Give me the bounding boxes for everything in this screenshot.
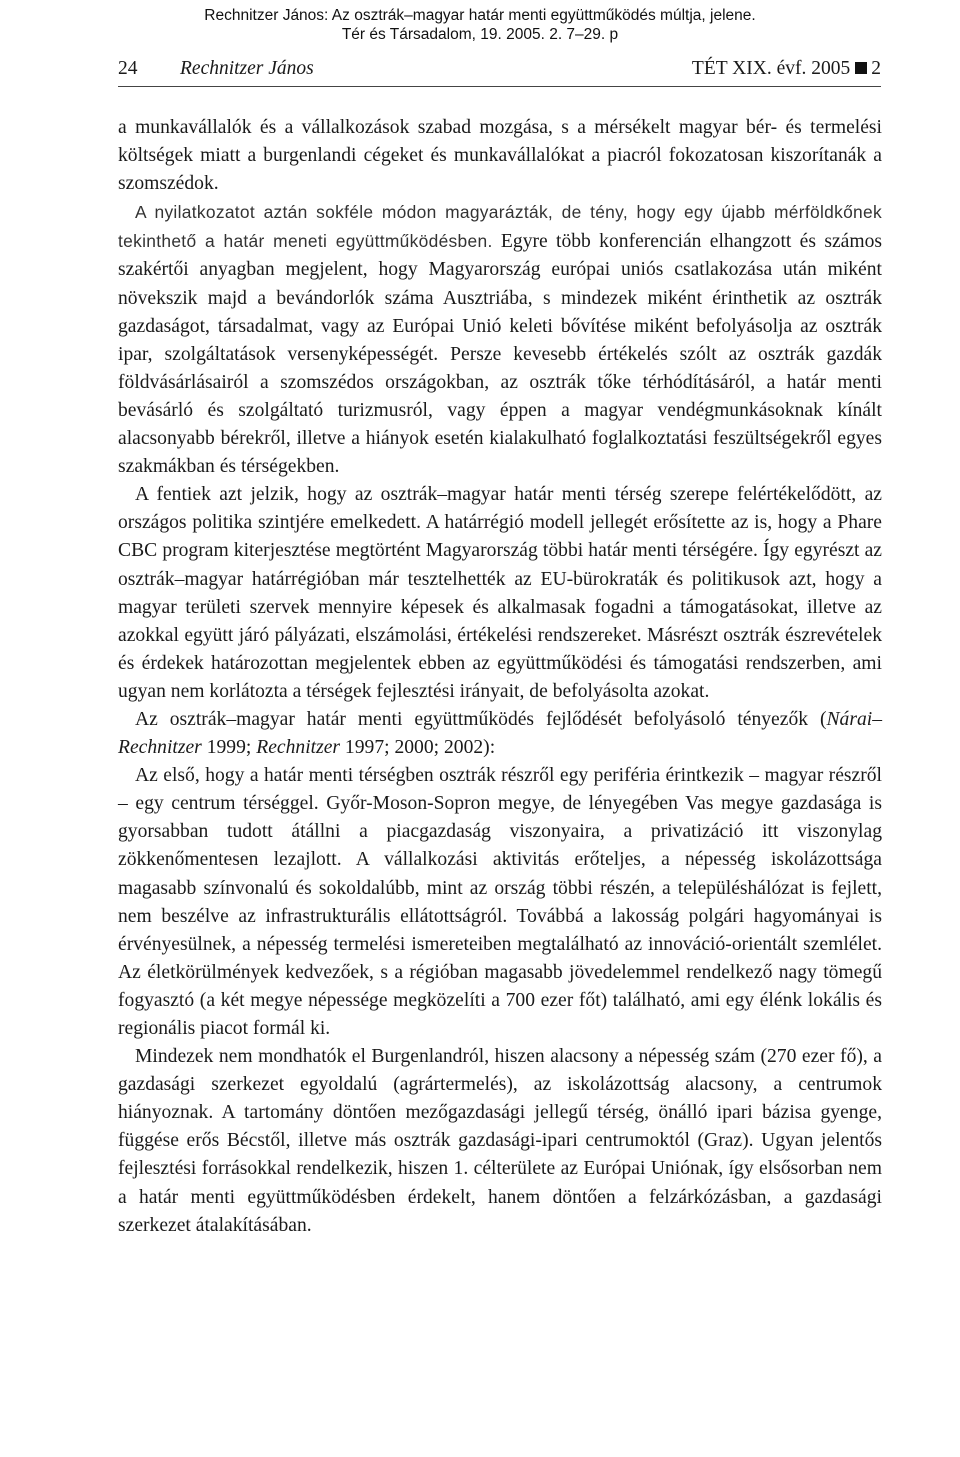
running-header xyxy=(118,56,881,87)
paragraph-4-main: Az osztrák–magyar határ menti együttműködés fejlődését befolyásoló tényezők ( xyxy=(135,708,827,730)
paragraph-4-cite-2: Rechnitzer xyxy=(256,737,341,759)
paragraph-2-body: Egyre több konferencián elhangzott és számos szakértői anyagban megjelent, hogy Magyarország európai uniós csatlakozása után miként növekszik majd a bevándorlók száma Ausztriába, s mindezek miként érinthetik az osztrák gazdaságot, társadalmat, vagy az Európai Unió keleti bővítése miként befolyásolja az osztrák ipar, szolgáltatások versenyképességét. Persze kevesebb értékelés szólt az osztrák gazdák földvásárlásairól a szomszédos országokban, az osztrák tőke térhódításáról, a határ menti bevásárló és szolgáltató turizmusról, vagy éppen a magyar vendégmunkásoknak kínált alacsonyabb bérekről, illetve a hiányok esetén kialakulható foglalkoztatási feszültségekről egyes szakmákban és térségekben. xyxy=(118,231,882,478)
paragraph-4 xyxy=(118,706,882,762)
paragraph-5: Az első, hogy a határ menti térségben osztrák részről egy periféria érintkezik – magyar részről – egy centrum térséggel. Győr-Moson-Sopron megye, de lényegében Vas megye gazdasága is gyorsabban tudott átállni a piacgazdaság viszonyaira, a privatizáció itt viszonylag zökkenőmentesen lezajlott. A vállalkozási aktivitás erőteljes, a népesség iskolázottsága magasabb színvonalú és sokoldalúbb, mint az ország többi részén, a településhálózat is fejlett, nem beszélve az infrastrukturális ellátottságról. Továbbá a lakosság polgári hagyományai is érvényesülnek, a népesség termelési ismereteiben megtalálható az innováció-orientált szemlélet. Az életkörülmények kedvezőek, s a régióban magasabb jövedelemmel rendelkező nagy tömegű fogyasztó (a két megye népessége megközelíti a 700 ezer főt) található, ami egy élénk lokális és regionális piacot formál ki. xyxy=(118,765,882,1039)
paragraph-3: A fentiek azt jelzik, hogy az osztrák–magyar határ menti térség szerepe felértékelődött, az országos politika szintjére emelkedett. A határrégió modell jellegét erősítette az is, hogy a Phare CBC program kiterjesztése megtörtént Magyarország többi határ menti térségére. Így egyrészt az osztrák–magyar határrégióban már tesztelhették az EU-bürokraták és politikusok azt, hogy a magyar területi szervek mennyire képesek és alkalmasak fogadni a támogatásokat, illetve az azokkal együtt járó pályázati, elszámolási, értékelési rendszereket. Másrészt osztrák észrevételek és érdekek határozottan megjelentek ebben az együttműködési és támogatási rendszerben, ami ugyan nem korlátozta a térségek fejlesztési irányait, de befolyásolta azokat. xyxy=(118,484,882,702)
paragraph-4-cite-1: Nárai–Rechnitzer xyxy=(118,708,882,759)
citation-line-1: Rechnitzer János: Az osztrák–magyar határ menti együttműködés múltja, jelene. xyxy=(204,7,756,24)
page-number: 24 xyxy=(118,58,138,79)
paragraph-2-statement: A nyilatkozatot aztán sokféle módon magyarázták, de tény, hogy egy újabb mérföldkőnek tekinthető a határ meneti együttműködésben. xyxy=(118,202,882,252)
journal-title: TÉT XIX. évf. 2005 xyxy=(691,58,851,79)
paragraph-1: a munkavállalók és a vállalkozások szabad mozgása, s a mérsékelt magyar bér- és termelési költségek miatt a burgenlandi cégeket és munkavállalókat a piacról fokozatosan kiszorítanák a szomszédok. xyxy=(118,117,882,195)
paragraph-4-mid: 1999; xyxy=(201,737,257,759)
journal-issue: 2 xyxy=(871,58,881,79)
citation-line-2: Tér és Társadalom, 19. 2005. 2. 7–29. p xyxy=(341,26,619,43)
paragraph-6: Mindezek nem mondhatók el Burgenlandról, hiszen alacsony a népesség szám (270 ezer fő), a gazdasági szerkezet egyoldalú (agrártermelés), az iskolázottság alacsony, a centrumok hiányoznak. A tartomány döntően mezőgazdasági jellegű térség, önálló ipari bázisa gyenge, függése erős Bécstől, illetve más osztrák gazdasági-ipari centrumoktól (Graz). Ugyan jelentős fejlesztési forrásokkal rendelkezik, hiszen 1. célterülete az Európai Uniónak, így elsősorban nem a határ menti együttműködésben érdekelt, hanem döntően a felzárkózásban, a gazdasági szerkezet átalakításában. xyxy=(118,1046,882,1236)
square-separator-icon xyxy=(855,62,867,74)
header-author: Rechnitzer János xyxy=(180,58,314,79)
paragraph-4-end: 1997; 2000; 2002): xyxy=(340,737,496,759)
paragraph-2 xyxy=(118,198,882,481)
article-body xyxy=(118,114,882,1240)
header-journal xyxy=(692,58,881,80)
citation-header xyxy=(0,6,960,44)
